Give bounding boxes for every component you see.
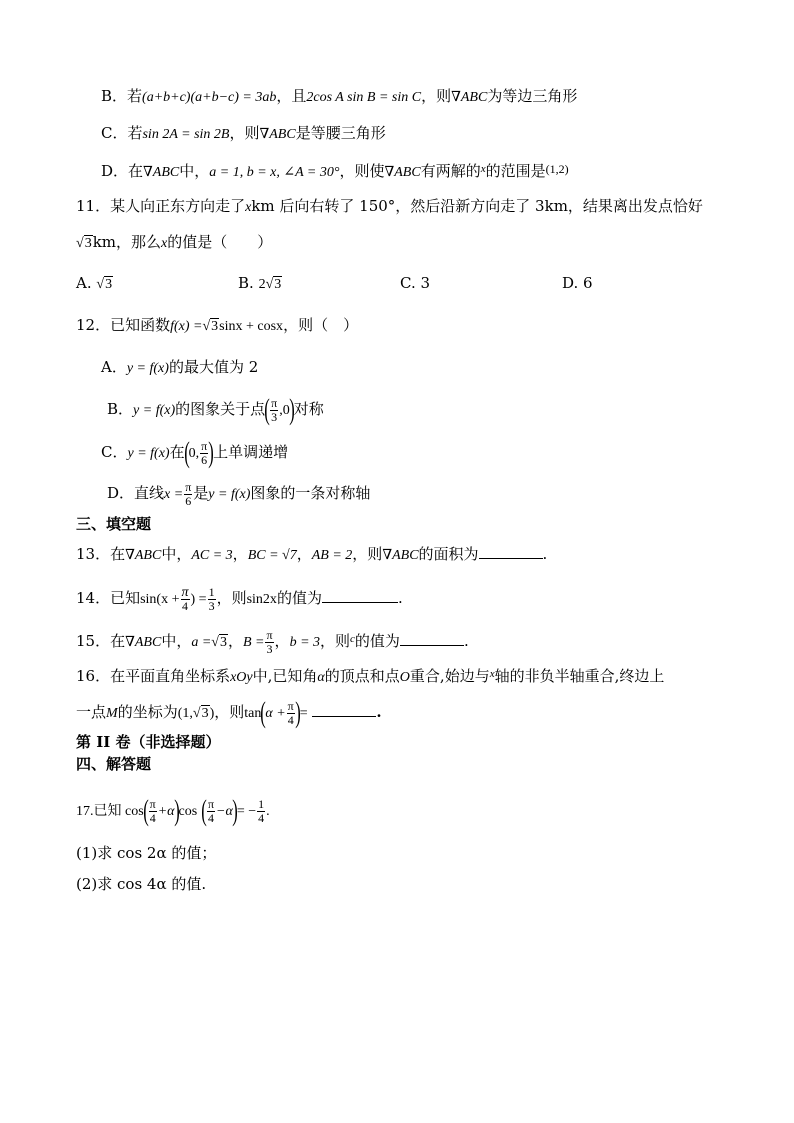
sqrt-expression: √3 — [76, 236, 92, 251]
math-expression: a = 1, b = x, ∠A = 30° — [209, 165, 340, 180]
fraction: $\frac{1}{3}$ — [208, 584, 215, 613]
q16-line2: 一点M的坐标为(1,√3)，则tan(α + $\frac{\pi}{4}$ )= . — [76, 696, 382, 729]
q17-part1: (1)求 cos 2α 的值； — [76, 844, 217, 862]
section-heading-answer: 四、解答题 — [76, 755, 152, 773]
math-expression: (a+b+c)(a+b−c) = 3ab — [142, 90, 277, 105]
fraction: $\frac{\pi}{4}$ — [207, 796, 215, 825]
q11-option-a: A. √3 — [76, 274, 113, 292]
fraction: $\frac{\pi}{6}$ — [185, 479, 192, 508]
q12-option-b: B．y = f(x)的图象关于点( $\frac{\pi}{3}$ ,0)对称 — [107, 393, 324, 426]
q11-option-b: B. 2√3 — [238, 274, 282, 292]
q10-option-c: C．若sin 2A = sin 2B，则∇ABC是等腰三角形 — [101, 124, 386, 142]
q10-option-d: D．在∇ABC中，a = 1, b = x, ∠A = 30°，则使∇ABC有两解的$^x$的范围是$^{(1,2)}$ — [101, 162, 569, 180]
q14: 14．已知sin(x + $\frac{\pi}{4}$ ) = $\frac{1}{3}$ ，则sin2x的值为 . — [76, 584, 403, 613]
q12-option-c: C．y = f(x)在(0, $\frac{\pi}{6}$ )上单调递增 — [101, 436, 289, 469]
answer-blank[interactable] — [312, 702, 376, 717]
q11-option-d: D. 6 — [562, 274, 593, 292]
q17-part2: (2)求 cos 4α 的值. — [76, 875, 207, 893]
q10-option-b: B．若(a+b+c)(a+b−c) = 3ab，且2cos A sin B = sin C，则∇ABC为等边三角形 — [101, 87, 578, 105]
q13: 13．在∇ABC中，AC = 3，BC = √7，AB = 2，则∇ABC的面积为 . — [76, 545, 548, 563]
fraction: $\frac{\pi}{3}$ — [266, 627, 273, 656]
q12-stem: 12．已知函数f(x) =√3sinx + cosx，则（ ） — [76, 316, 359, 334]
fraction: $\frac{\pi}{6}$ — [201, 438, 208, 467]
answer-blank[interactable] — [322, 588, 398, 603]
q16-line1: 16．在平面直角坐标系xOy中,已知角α的顶点和点O重合,始边与$^x$轴的非负半轴重合,终边上 — [76, 667, 665, 685]
math-expression: sin 2A = sin 2B — [142, 127, 230, 142]
answer-blank[interactable] — [400, 631, 464, 646]
math-expression: 2cos A sin B = sin C — [306, 90, 422, 105]
fraction: $\frac{\pi}{4}$ — [287, 698, 294, 727]
fraction: $\frac{\pi}{4}$ — [149, 796, 156, 825]
q17-stem: 17.已知 cos( $\frac{\pi}{4}$ +α)cos ( $\frac{\pi}{4}$ −α)= − $\frac{1}{4}$ . — [76, 794, 270, 827]
answer-blank[interactable] — [479, 544, 543, 559]
q11-stem-line2: √3km，那么x的值是（ ） — [76, 232, 272, 254]
q11-option-c: C. 3 — [400, 274, 431, 292]
section-heading-fill-in: 三、填空题 — [76, 515, 152, 533]
q12-option-d: D．直线x = $\frac{\pi}{6}$ 是y = f(x)图象的一条对称轴 — [107, 479, 371, 508]
part-two-heading: 第 II 卷（非选择题） — [76, 733, 221, 751]
q11-stem-line1: 11．某人向正东方向走了xkm 后向右转了 150°，然后沿新方向走了 3km，结果离出发点恰好 — [76, 197, 703, 215]
fraction: $\frac{1}{4}$ — [258, 796, 265, 825]
q12-option-a: A．y = f(x)的最大值为 2 — [101, 358, 259, 376]
q15: 15．在∇ABC中，a =√3，B = $\frac{\pi}{3}$ ，b = 3，则$^c$的值为 . — [76, 627, 469, 656]
option-label: B．若 — [101, 87, 143, 105]
triangle-symbol: ∇ABC — [451, 90, 488, 105]
fraction: $\frac{\pi}{4}$ — [181, 584, 189, 613]
fraction: $\frac{\pi}{3}$ — [271, 395, 278, 424]
